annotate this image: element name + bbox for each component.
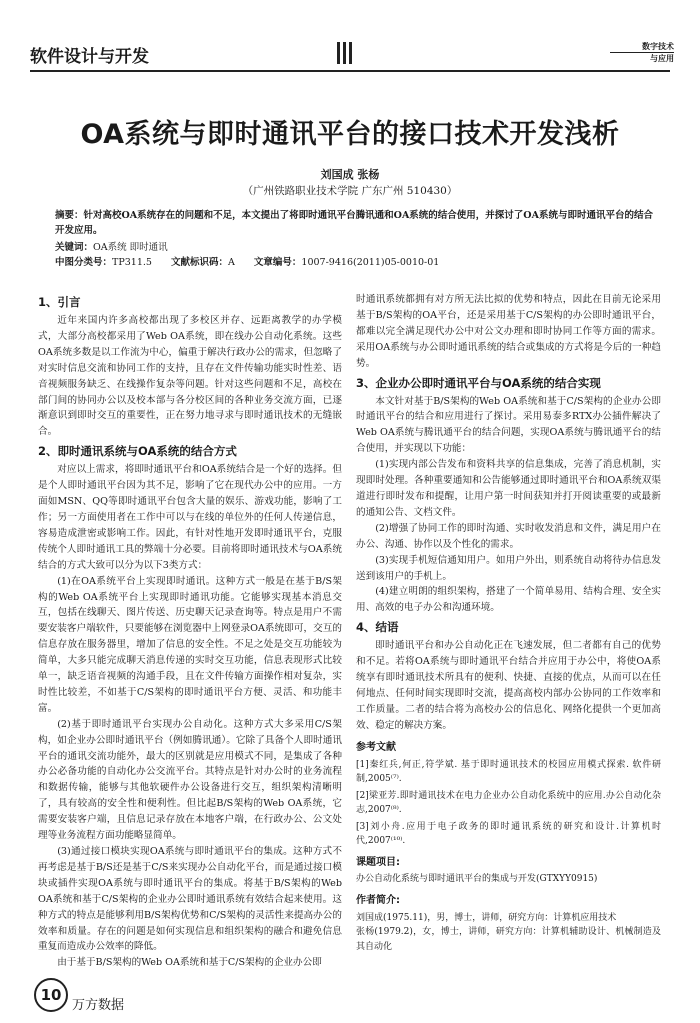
section-heading-implementation: 3、企业办公即时通讯平台与OA系统的结合实现 — [356, 375, 601, 390]
abstract-text: 针对高校OA系统存在的问题和不足，本文提出了将即时通讯平台腾讯通和OA系统的结合使用，并探讨了OA系统与即时通讯平台的结合开发应用。 — [55, 210, 653, 236]
project-text: 办公自动化系统与即时通讯平台的集成与开发(GTXYY0915) — [356, 874, 598, 885]
journal-logo — [610, 41, 674, 65]
journal-logo-line2: 与应用 — [610, 52, 674, 64]
paragraph: (1)实现内部公告发布和资料共享的信息集成，完善了消息机制，实现即时处理。各种重要通知和公告能够通过即时通讯平台和OA系统双渠道进行即时发布和提醒，让用户第一时间获知并打开阅读重要的或最新的通知公告、文档文件。 — [356, 459, 661, 518]
paragraph: (2)增强了协同工作的即时沟通、实时收发消息和文件，满足用户在办公、沟通、协作以及个性化的需求。 — [356, 522, 661, 550]
paragraph: 即时通讯平台和办公自动化正在飞速发展，但二者都有自己的优势和不足。若将OA系统与即时通讯平台结合并应用于办公中，将使OA系统享有即时通讯技术所具有的便利、快捷、直接的优点，从而可以在任何地点、任何时间实现即时交流，提高高校内部办公协同的工作效率和工作质量。二者的结合将为高校办公的信息化、网络化提供一个更加高效、稳定的解决方案。 — [356, 640, 661, 731]
left-column — [38, 292, 342, 971]
author-bio: 刘国成(1975.11)，男，博士，讲师，研究方向：计算机应用技术 — [356, 912, 617, 923]
paragraph: (3)实现手机短信通知用户。如用户外出，则系统自动将待办信息发送到该用户的手机上。 — [356, 554, 661, 582]
keywords — [55, 239, 168, 253]
reference-item: [1]秦红兵,何正,符学斌. 基于即时通讯技术的校园应用模式探索. 软件研制,2005⁽⁷⁾. — [356, 759, 661, 785]
page-number: 10 — [34, 978, 68, 1012]
paragraph: 由于基于B/S架构的Web OA系统和基于C/S架构的企业办公即 — [57, 957, 322, 969]
right-column — [356, 292, 661, 954]
paragraph: (3)通过接口模块实现OA系统与即时通讯平台的集成。这种方式不再考虑是基于B/S还是基于C/S来实现办公自动化平台，而是通过接口模块或插件实现OA系统与即时通讯平台的集成。将基于B/S架构的Web OA系统和基于C/S架构的企业办公即时通讯系统有效结合起来使用。这种方式的特点是能够利用B/S架构优势和C/S架构的灵活性来提高办公的效率和质量。存在的问题是如何实现信息和组织架构的融合和避免信息重复而造成办公效率的降低。 — [38, 846, 342, 953]
section-heading-conclusion: 4、结语 — [356, 620, 399, 635]
reference-item: [3]刘小舟.应用于电子政务的即时通讯系统的研究和设计.计算机时代,2007⁽¹⁰⁾. — [356, 821, 661, 847]
section-heading-intro: 1、引言 — [38, 295, 81, 309]
paragraph: 对应以上需求，将即时通讯平台和OA系统结合是一个好的选择。但是个人即时通讯平台因为其不足，影响了它在现代办公中的应用。一方面如MSN、QQ等即时通讯平台包含大量的娱乐、游戏功能，影响了工作；另一方面使用者在工作中可以与在线的单位外的任何人传递信息，容易造成泄密或影响工作。因此，有针对性地开发即时通讯平台，克服传统个人即时通讯工具的弊端十分必要。目前将即时通讯技术与OA系统结合的方式大致可以分为以下3类方式： — [38, 464, 342, 571]
article-title: OA系统与即时通讯平台的接口技术开发浅析 — [80, 119, 620, 150]
doc-code-label: 文献标识码： — [170, 257, 228, 268]
article-authors: 刘国成 张杨 — [320, 168, 380, 181]
paragraph: (1)在OA系统平台上实现即时通讯。这种方式一般是在基于B/S架构的Web OA系统平台上实现即时通讯功能。它能够实现基本消息交互，包括在线聊天、图片传送、历史聊天记录查询等。特点是用户不需要安装客户端软件，只要能够在浏览器中上网登录OA系统即可，交互的信息存放在服务器里，增加了信息的安全性。不足之处是交互功能较为简单，大多只能完成聊天消息传递的实时交互功能，信息表现形式比较单一，缺乏语音视频的沟通手段，且在文件传输方面操作相对复杂，实时性比较差，不如基于C/S架构的即时通讯平台方便、灵活、和功能丰富。 — [38, 575, 342, 714]
references-heading: 参考文献 — [356, 741, 396, 753]
abstract — [55, 208, 655, 238]
classification-line — [55, 254, 455, 268]
author-bio-heading: 作者简介: — [356, 894, 400, 906]
keywords-label: 关键词： — [55, 242, 94, 253]
watermark-text: 万方数据 — [72, 998, 125, 1013]
journal-section-title: 软件设计与开发 — [30, 47, 149, 67]
abstract-label: 摘要： — [55, 210, 84, 221]
paragraph: 本文针对基于B/S架构的Web OA系统和基于C/S架构的企业办公即时通讯平台的结合和应用进行了探讨。采用易泰多RTX办公插件解决了Web OA系统与腾讯通平台的结合问题，实现OA系统与腾讯通平台的结合使用，并实现以下功能： — [356, 395, 661, 455]
project-heading: 课题项目: — [356, 856, 400, 868]
article-number-value: 1007-9416(2011)05-0010-01 — [301, 257, 440, 268]
paragraph: 时通讯系统都拥有对方所无法比拟的优势和特点，因此在目前无论采用基于B/S架构的OA平台，还是采用基于C/S架构的办公即时通讯平台，都难以完全满足现代办公中对公文办理和即时协同工作等方面的需求。采用OA系统与办公即时通讯系统的结合或集成的方式将是今后的一种趋势。 — [356, 294, 661, 369]
keywords-text: OA系统 即时通讯 — [93, 242, 168, 253]
journal-logo-line1: 数字技术 — [642, 42, 674, 51]
header-rule — [30, 70, 670, 72]
article-number-label: 文章编号： — [253, 257, 302, 268]
author-affiliation: （广州铁路职业技术学院 广东广州 510430） — [242, 185, 458, 197]
paragraph: (4)建立明朗的组织架构，搭建了一个简单易用、结构合理、安全实用、高效的电子办公和沟通环境。 — [356, 586, 661, 614]
cls-label: 中图分类号： — [55, 257, 113, 268]
doc-code-value: A — [228, 257, 235, 268]
paragraph: (2)基于即时通讯平台实现办公自动化。这种方式大多采用C/S架构，如企业办公即时通讯平台（例如腾讯通）。它除了具备个人即时通讯平台的通讯交流功能外，最大的区别就是应用模式不同，是集成了各种办公必备功能的自动化办公交流平台。其特点是针对办公时的业务流程和数据传输，能够与其他软硬件办公设备进行交互，组织架构清晰明了，具有较高的安全性和便利性。但比起B/S架构的Web OA系统，它需要安装客户端，且信息记录存放在本地客户端，在行政办公、公文处理等业务流程方面功能略显简单。 — [38, 718, 342, 842]
header-separator-bars — [337, 42, 357, 64]
reference-item: [2]梁亚芳.即时通讯技术在电力企业办公自动化系统中的应用.办公自动化杂志,2007⁽⁸⁾. — [356, 790, 661, 816]
section-heading-integration: 2、即时通讯系统与OA系统的结合方式 — [38, 444, 237, 459]
author-bio: 张杨(1979.2)，女，博士，讲师，研究方向：计算机辅助设计、机械制造及其自动化 — [356, 927, 661, 952]
paragraph: 近年来国内许多高校都出现了多校区并存、远距离教学的办学模式，大部分高校都采用了Web OA系统，即在线办公自动化系统。这些OA系统多数是以工作流为中心，偏重于解决行政办公的需求，但忽略了对实时信息交流和协同工作的支持，且存在文件传输功能实时性差、语音视频服务缺乏、在线操作复杂等问题。针对这些问题和不足，高校在部门间的协同办公以及校本部与各分校区间的各种业务交流方面，已逐渐意识到即时交互的重要性，正在努力地寻求与即时通讯技术的无缝嵌合。 — [38, 315, 342, 438]
cls-value: TP311.5 — [112, 257, 152, 268]
